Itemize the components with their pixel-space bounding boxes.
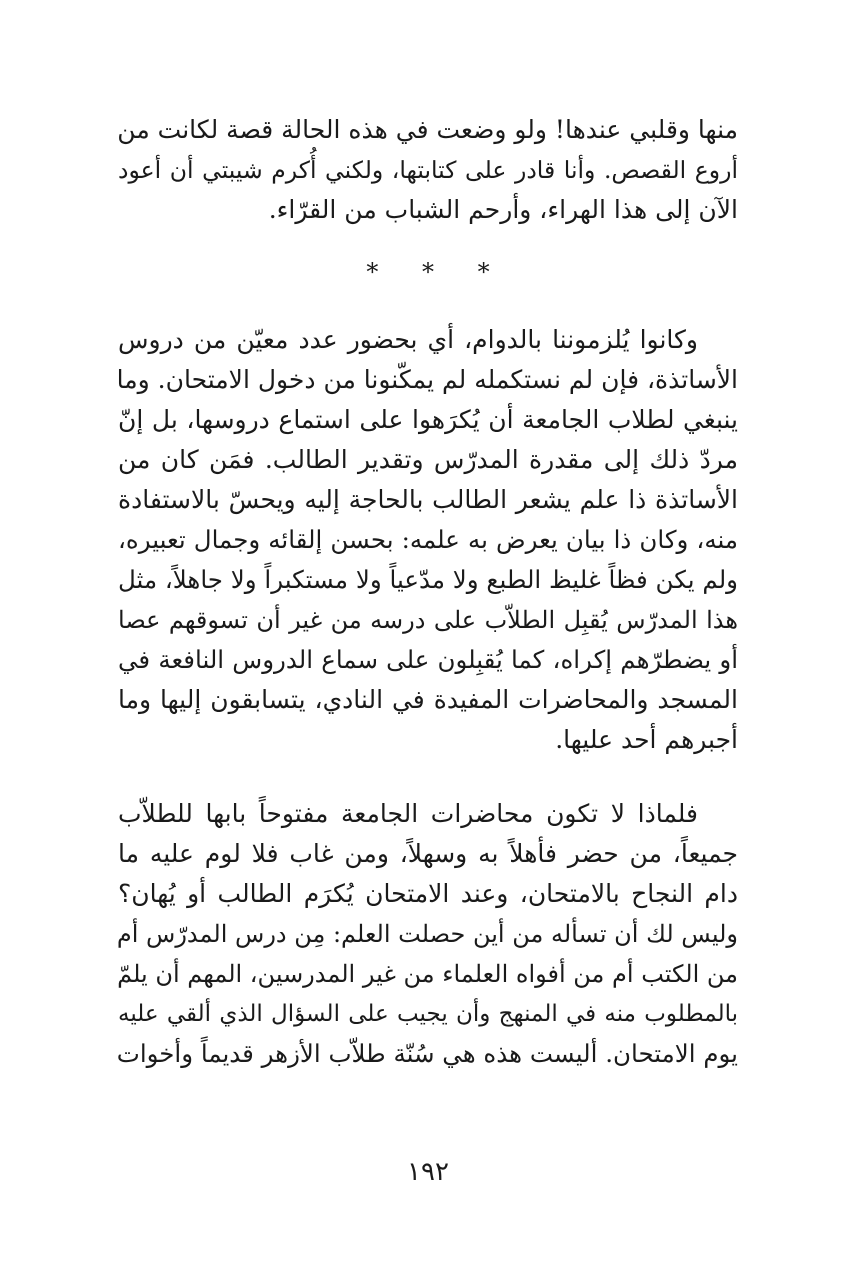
text-line: من الكتب أم من أفواه العلماء من غير المدرسين، المهم أن يلمّ bbox=[117, 960, 738, 988]
text-line: منه، وكان ذا بيان يعرض به علمه: بحسن إلقائه وجمال تعبيره، bbox=[118, 525, 738, 554]
paragraph-3 bbox=[118, 794, 738, 1074]
text-line: ولم يكن فظاً غليظ الطبع ولا مدّعياً ولا مستكبراً ولا جاهلاً، مثل bbox=[118, 565, 738, 594]
text-line: ينبغي لطلاب الجامعة أن يُكرَهوا على استماع دروسها، بل إنّ bbox=[118, 405, 738, 434]
text-line: دام النجاح بالامتحان، وعند الامتحان يُكرَم الطالب أو يُهان؟ bbox=[118, 879, 738, 908]
text-line: منها وقلبي عندها! ولو وضعت في هذه الحالة قصة لكانت من bbox=[117, 115, 738, 144]
section-separator: * * * bbox=[366, 258, 508, 286]
text-line: الأساتذة، فإن لم نستكمله لم يمكّنونا من دخول الامتحان. وما bbox=[116, 365, 738, 394]
text-line: مردّ ذلك إلى مقدرة المدرّس وتقدير الطالب. فمَن كان من bbox=[118, 445, 738, 474]
text-line: المسجد والمحاضرات المفيدة في النادي، يتسابقون إليها وما bbox=[118, 685, 738, 714]
text-line: الأساتذة ذا علم يشعر الطالب بالحاجة إليه ويحسّ بالاستفادة bbox=[118, 485, 738, 514]
text-line: جميعاً، من حضر فأهلاً به وسهلاً، ومن غاب فلا لوم عليه ما bbox=[118, 839, 738, 868]
paragraph-1 bbox=[118, 110, 738, 230]
text-line: أجبرهم أحد عليها. bbox=[555, 725, 738, 754]
text-line: أروع القصص. وأنا قادر على كتابتها، ولكني أُكرم شيبتي أن أعود bbox=[118, 156, 738, 184]
text-line: الآن إلى هذا الهراء، وأرحم الشباب من القرّاء. bbox=[268, 195, 738, 224]
text-line: فلماذا لا تكون محاضرات الجامعة مفتوحاً بابها للطلاّب bbox=[118, 799, 698, 828]
text-line: بالمطلوب منه في المنهج وأن يجيب على السؤال الذي ألقي عليه bbox=[118, 1001, 738, 1027]
text-line: أو يضطرّهم إكراه، كما يُقبِلون على سماع الدروس النافعة في bbox=[118, 645, 738, 674]
text-line: هذا المدرّس يُقبِل الطلاّب على درسه من غير أن تسوقهم عصا bbox=[118, 606, 738, 634]
text-line: يوم الامتحان. أليست هذه هي سُنّة طلاّب الأزهر قديماً وأخوات bbox=[116, 1039, 738, 1068]
text-line: وليس لك أن تسأله من أين حصلت العلم: مِن درس المدرّس أم bbox=[116, 920, 738, 948]
paragraph-2 bbox=[118, 320, 738, 760]
page-number: ١٩٢ bbox=[407, 1157, 449, 1187]
text-line: وكانوا يُلزموننا بالدوام، أي بحضور عدد معيّن من دروس bbox=[118, 325, 698, 354]
